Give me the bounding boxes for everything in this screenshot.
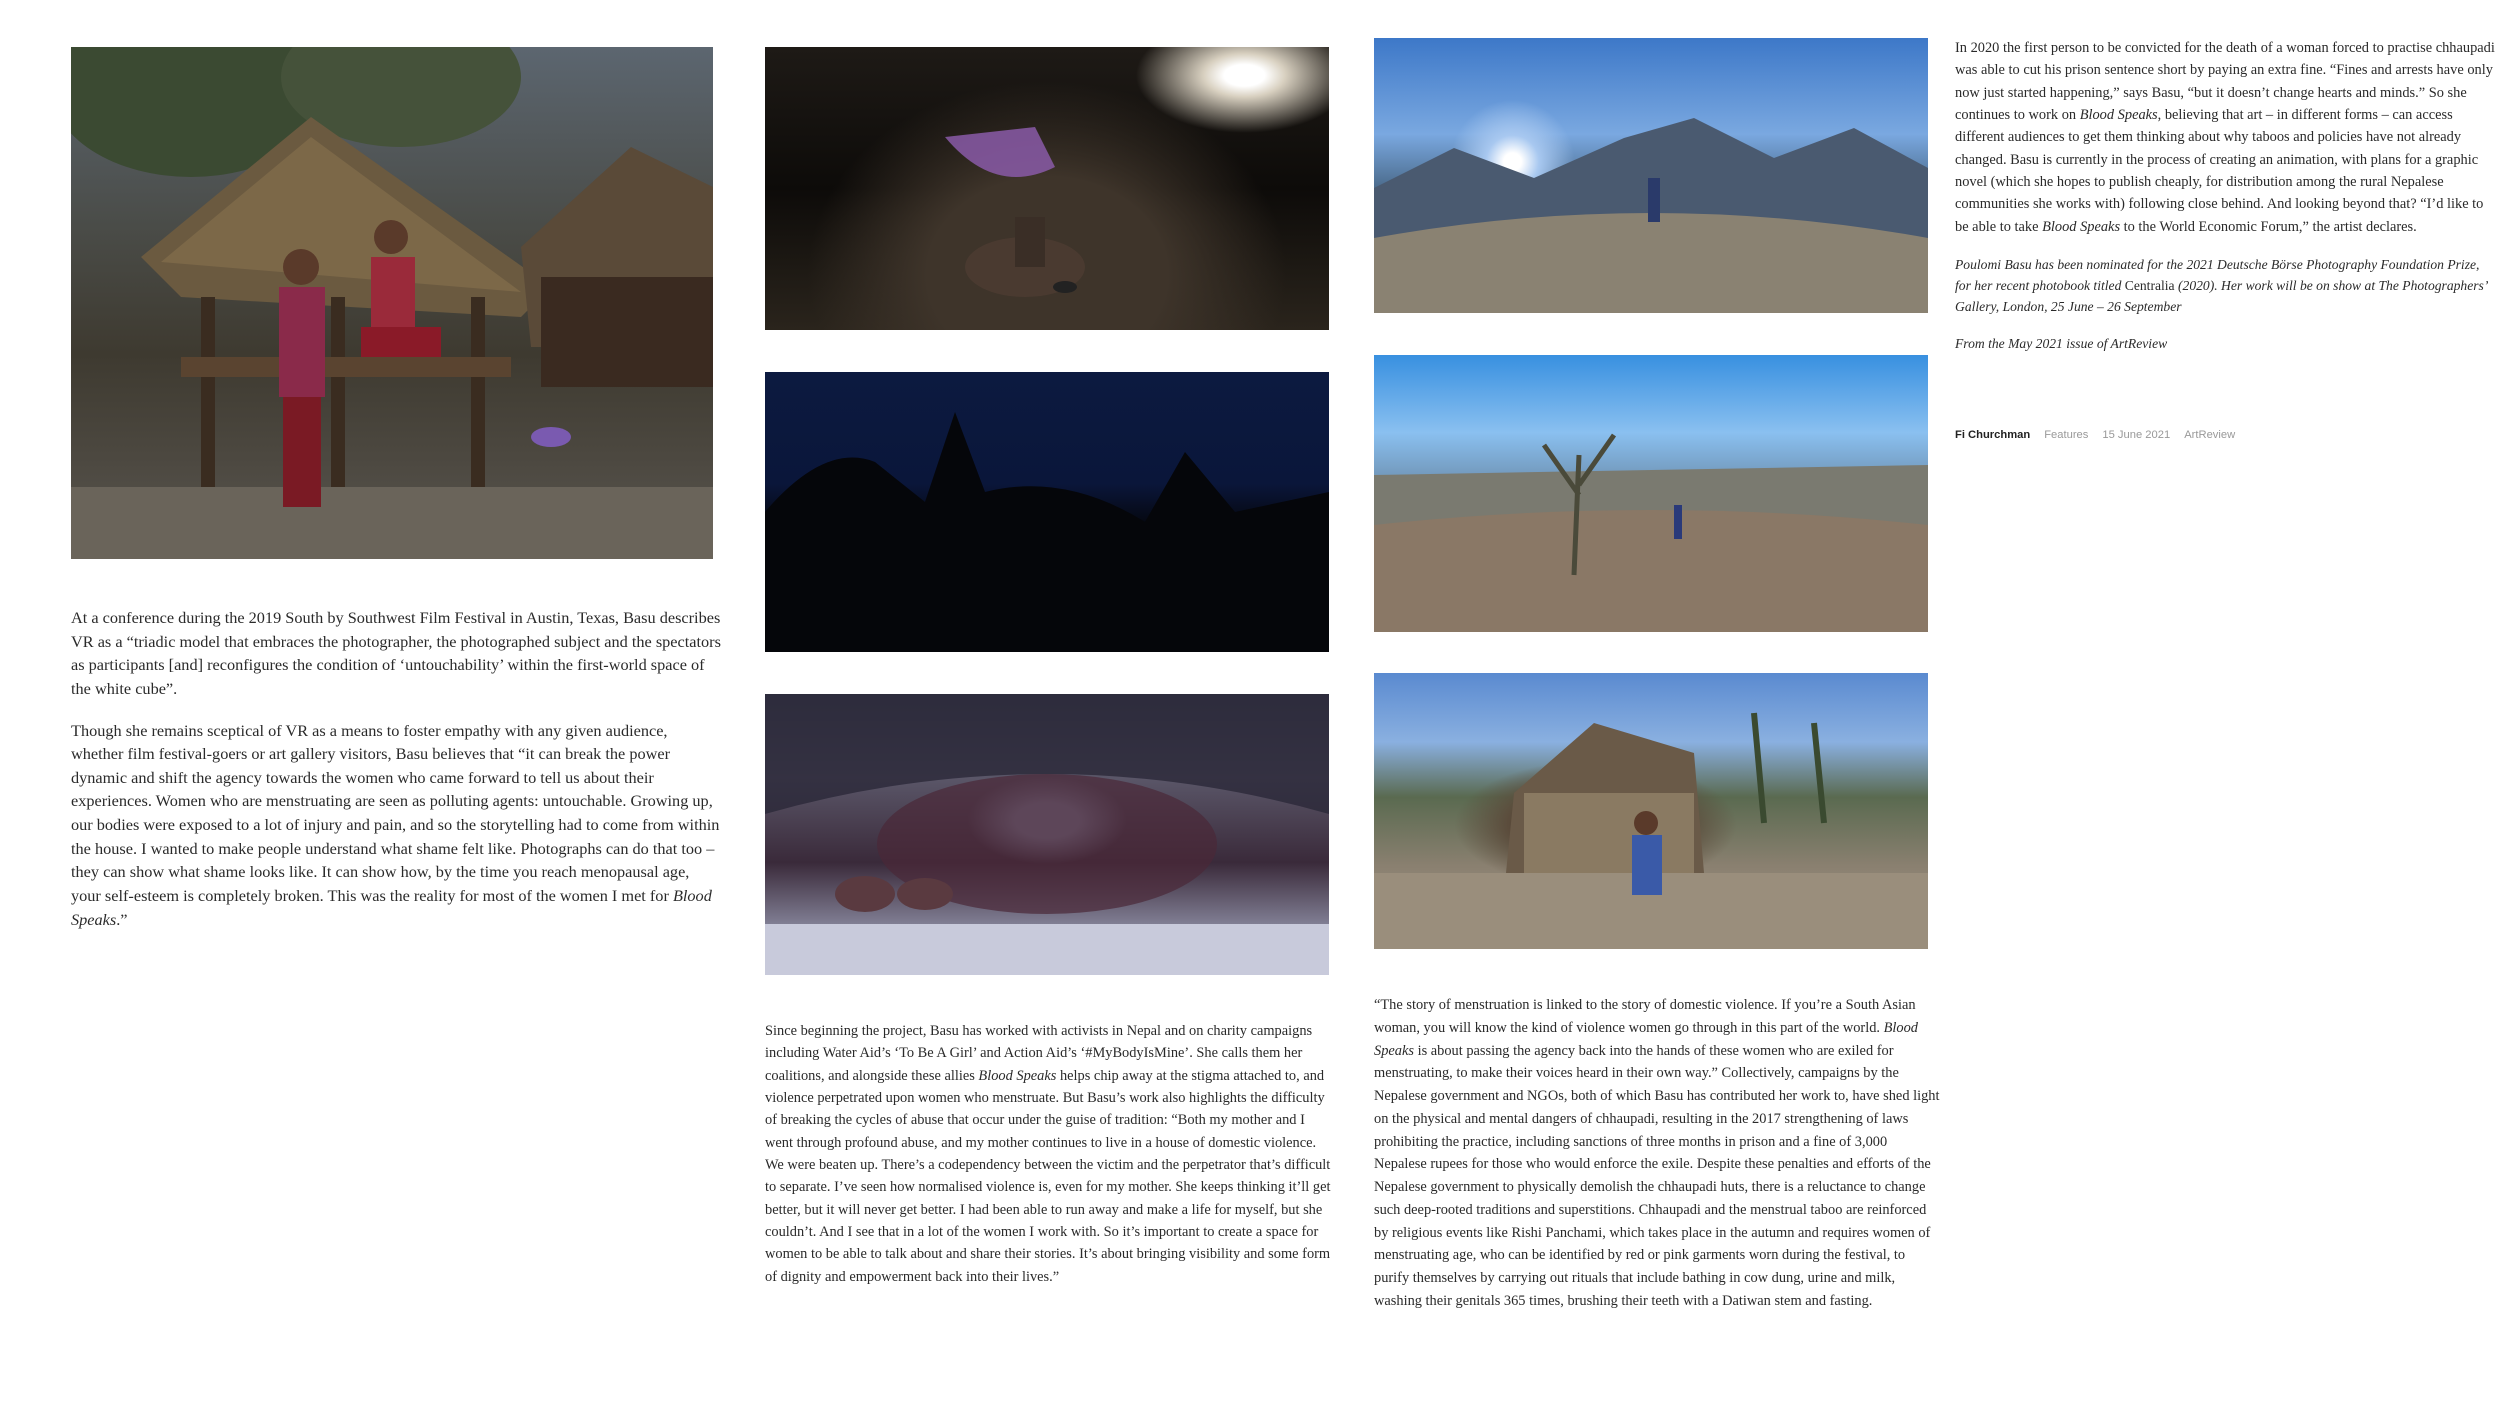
paragraph <box>1374 994 1940 1313</box>
paragraph <box>71 719 721 932</box>
article-column-3 <box>1374 994 1940 1331</box>
publish-date: 15 June 2021 <box>2102 429 2171 441</box>
paragraph-text: Since beginning the project, Basu has worked with activists in Nepal and on charity campaigns including Water Aid’s ‘To Be A Girl’ and Action Aid’s ‘#MyBodyIsMine’. She calls them her coalitions, and alongside these allies <box>765 1023 1313 1084</box>
paragraph-text: is about passing the agency back into the hands of these women who are exiled for menstruating, to make their voices heard in their own way.” Collectively, campaigns by the Nepalese government and NGOs, both of which Basu has contributed her work to, have shed light on the physical and mental dangers of chhaupadi, resulting in the 2017 strengthening of laws prohibiting the practice, including sanctions of three months in prison and a fine of 3,000 Nepalese rupees for those who would enforce the exile. Despite these penalties and efforts of the Nepalese government to physically demolish the chhaupadi huts, there is a reluctance to change such deep-rooted traditions and superstitions. Chhaupadi and the menstrual taboo are reinforced by religious events like Rishi Panchami, which takes place in the autumn and requires women of menstruating age, who can be identified by red or pink garments worn during the festival, to purify themselves by carrying out rituals that include bathing in cow dung, urine and milk, washing their genitals 365 times, brushing their teeth with a Datiwan stem and fasting. <box>1374 1042 1940 1309</box>
photo-girls-chhaupadi-hut <box>71 47 713 559</box>
paragraph: At a conference during the 2019 South by Southwest Film Festival in Austin, Texas, Basu describes VR as a “triadic model that embraces the photographer, the photographed subject and the spectators as participants [and] reconfigures the condition of ‘untouchability’ within the first-world space of the white cube”. <box>71 608 721 698</box>
category-link[interactable]: Features <box>2044 429 2089 441</box>
paragraph-text: Though she remains sceptical of VR as a means to foster empathy with any given audience, whether film festival-goers or art gallery visitors, Basu believes that “it can break the power dynamic and shift the agency towards the women who came forward to tell us about their experiences. Women who are menstruating are seen as polluting agents: untouchable. Growing up, our bodies were exposed to a lot of injury and pain, and so the storytelling had to come from within the house. I wanted to make people understand what shame felt like. Photographs can do that too – they can show what shame looks like. It can show how, by the time you reach menopausal age, your self-esteem is completely broken. This was the reality for most of the women I met for <box>71 720 720 905</box>
article-column-1 <box>71 606 721 949</box>
paragraph <box>1955 37 2495 238</box>
paragraph-italic: Blood Speaks <box>71 885 712 929</box>
article-column-2 <box>765 1020 1335 1306</box>
author-link[interactable]: Fi Churchman <box>1955 429 2031 441</box>
note-text: (2020). Her work will be on show at The Photographers’ Gallery, London, 25 June – 26 September <box>1955 278 2487 315</box>
paragraph-text: In 2020 the first person to be convicted for the death of a woman forced to practise chhaupadi was able to cut his prison sentence short by paying an extra fine. “Fines and arrests have only now just started happening,” says Basu, “but it doesn’t change hearts and minds.” So she continues to work on <box>1955 40 2495 123</box>
paragraph-text: helps chip away at the stigma attached to, and violence perpetrated upon women who menstruate. But Basu’s work also highlights the difficulty of breaking the cycles of abuse that occur under the guise of tradition: “Both my mother and I went through profound abuse, and my mother continues to live in a house of domestic violence. We were beaten up. There’s a codependency between the victim and the perpetrator that’s difficult to separate. I’ve seen how normalised violence is, even for my mother. She keeps thinking it’ll get better, but it will never get better. I had been able to run away and make a life for myself, but she couldn’t. And I see that in a lot of the women I work with. So it’s important to create a space for women to be able to talk about and share their stories. It’s about bringing visibility and some form of dignity and empowerment back into their lives.” <box>765 1067 1331 1285</box>
author-note <box>1955 254 2495 317</box>
issue-note: From the May 2021 issue of ArtReview <box>1955 336 2168 352</box>
paragraph-text: to the World Economic Forum,” the artist declares. <box>2120 218 2417 235</box>
paragraph-italic: Blood Speaks <box>1374 1019 1918 1059</box>
photo-360-tree-hillside <box>1374 355 1928 632</box>
photo-360-mountain-path <box>1374 38 1928 313</box>
photo-360-hut-ceiling <box>765 694 1329 975</box>
paragraph-text: “The story of menstruation is linked to the story of domestic violence. If you’re a South Asian woman, you will know the kind of violence women go through in this part of the world. <box>1374 997 1916 1036</box>
paragraph <box>765 1020 1335 1288</box>
publication-link[interactable]: ArtReview <box>2184 429 2236 441</box>
photo-360-village-hut-girl <box>1374 673 1928 949</box>
paragraph-text: , believing that art – in different forms – can access different audiences to get them thinking about why taboos and policies have not already changed. Basu is currently in the process of creating an animation, with plans for a graphic novel (which she hopes to publish cheaply, for distribution among the rural Nepalese communities she works with) following close behind. And looking beyond that? “I’d like to be able to take <box>1955 106 2484 235</box>
paragraph-text: .” <box>116 909 128 929</box>
paragraph-italic: Blood Speaks <box>2079 106 2158 123</box>
photo-360-night-fire <box>765 372 1329 652</box>
note-text: Poulomi Basu has been nominated for the 2021 Deutsche Börse Photography Foundation Prize, for her recent photobook titled <box>1955 256 2480 294</box>
article-column-4 <box>1955 37 2495 368</box>
book-title: Centralia <box>2124 278 2175 294</box>
article-meta <box>1955 429 2235 441</box>
paragraph-italic: Blood Speaks <box>978 1067 1057 1084</box>
photo-360-hut-interior-hammock <box>765 47 1329 330</box>
paragraph-italic: Blood Speaks <box>2042 218 2121 235</box>
